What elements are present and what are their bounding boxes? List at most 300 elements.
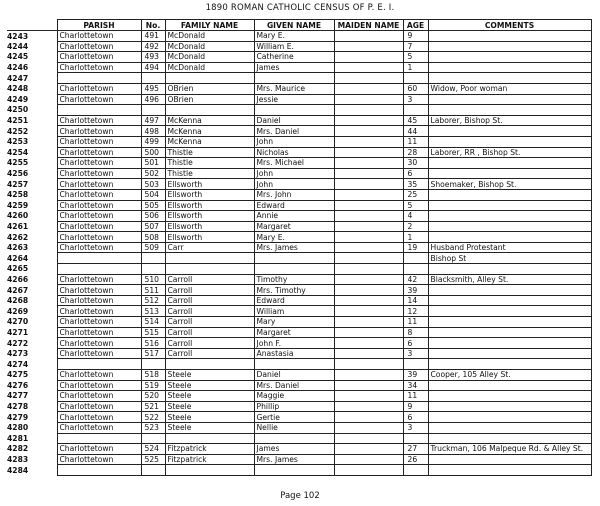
cell-parish <box>57 264 141 275</box>
cell-maiden-name <box>334 168 403 179</box>
cell-entry-number: 493 <box>141 52 165 63</box>
cell-family-name: Ellsworth <box>165 200 254 211</box>
cell-age: 1 <box>403 62 428 73</box>
cell-family-name: Carroll <box>165 306 254 317</box>
table-row <box>7 391 591 402</box>
cell-row-number: 4270 <box>7 317 57 328</box>
cell-maiden-name <box>334 253 403 264</box>
table-row <box>7 317 591 328</box>
table-row <box>7 306 591 317</box>
cell-entry-number: 520 <box>141 391 165 402</box>
cell-parish: Charlottetown <box>57 380 141 391</box>
cell-age: 6 <box>403 338 428 349</box>
table-row <box>7 359 591 370</box>
cell-parish <box>57 73 141 84</box>
cell-maiden-name <box>334 370 403 381</box>
cell-parish <box>57 433 141 444</box>
cell-comments <box>428 158 591 169</box>
cell-age: 11 <box>403 317 428 328</box>
cell-maiden-name <box>334 412 403 423</box>
cell-comments: Husband Protestant <box>428 242 591 253</box>
cell-comments <box>428 221 591 232</box>
cell-row-number: 4262 <box>7 232 57 243</box>
cell-family-name: Ellsworth <box>165 179 254 190</box>
cell-entry-number: 503 <box>141 179 165 190</box>
cell-given-name: Daniel <box>254 115 334 126</box>
cell-age: 28 <box>403 147 428 158</box>
cell-comments <box>428 380 591 391</box>
cell-row-number: 4275 <box>7 370 57 381</box>
cell-row-number: 4279 <box>7 412 57 423</box>
cell-entry-number: 491 <box>141 31 165 42</box>
cell-parish: Charlottetown <box>57 136 141 147</box>
cell-entry-number: 508 <box>141 232 165 243</box>
cell-given-name: Edward <box>254 200 334 211</box>
cell-row-number: 4247 <box>7 73 57 84</box>
cell-row-number: 4281 <box>7 433 57 444</box>
cell-family-name: McDonald <box>165 52 254 63</box>
cell-family-name: McKenna <box>165 126 254 137</box>
cell-comments <box>428 454 591 465</box>
cell-given-name: Phillip <box>254 401 334 412</box>
cell-comments <box>428 327 591 338</box>
cell-parish: Charlottetown <box>57 232 141 243</box>
cell-entry-number <box>141 465 165 476</box>
cell-comments <box>428 348 591 359</box>
cell-parish <box>57 253 141 264</box>
cell-age <box>403 253 428 264</box>
cell-family-name: McKenna <box>165 115 254 126</box>
cell-maiden-name <box>334 380 403 391</box>
cell-family-name: Carroll <box>165 327 254 338</box>
cell-comments <box>428 306 591 317</box>
cell-family-name: Steele <box>165 370 254 381</box>
cell-maiden-name <box>334 200 403 211</box>
cell-given-name: Annie <box>254 211 334 222</box>
cell-maiden-name <box>334 317 403 328</box>
cell-row-number: 4283 <box>7 454 57 465</box>
cell-row-number: 4261 <box>7 221 57 232</box>
cell-given-name <box>254 465 334 476</box>
cell-parish: Charlottetown <box>57 306 141 317</box>
cell-given-name: Mary E. <box>254 232 334 243</box>
cell-age: 26 <box>403 454 428 465</box>
cell-entry-number: 499 <box>141 136 165 147</box>
cell-row-number: 4267 <box>7 285 57 296</box>
table-row <box>7 62 591 73</box>
cell-row-number: 4273 <box>7 348 57 359</box>
cell-entry-number: 521 <box>141 401 165 412</box>
cell-given-name: Mrs. Maurice <box>254 83 334 94</box>
cell-parish: Charlottetown <box>57 115 141 126</box>
cell-comments <box>428 73 591 84</box>
cell-entry-number: 500 <box>141 147 165 158</box>
cell-comments: Laborer, Bishop St. <box>428 115 591 126</box>
cell-comments <box>428 412 591 423</box>
cell-row-number: 4271 <box>7 327 57 338</box>
cell-age: 39 <box>403 285 428 296</box>
table-row <box>7 41 591 52</box>
table-row <box>7 295 591 306</box>
cell-given-name: Margaret <box>254 327 334 338</box>
cell-entry-number: 512 <box>141 295 165 306</box>
cell-entry-number: 522 <box>141 412 165 423</box>
cell-given-name: John F. <box>254 338 334 349</box>
cell-row-number: 4257 <box>7 179 57 190</box>
cell-family-name: Carr <box>165 242 254 253</box>
cell-parish: Charlottetown <box>57 189 141 200</box>
cell-maiden-name <box>334 264 403 275</box>
cell-maiden-name <box>334 179 403 190</box>
table-row <box>7 94 591 105</box>
cell-entry-number <box>141 433 165 444</box>
cell-age: 60 <box>403 83 428 94</box>
cell-entry-number: 525 <box>141 454 165 465</box>
cell-entry-number: 496 <box>141 94 165 105</box>
cell-entry-number: 524 <box>141 444 165 455</box>
cell-parish: Charlottetown <box>57 327 141 338</box>
cell-comments <box>428 105 591 116</box>
cell-row-number: 4284 <box>7 465 57 476</box>
cell-comments <box>428 264 591 275</box>
table-row <box>7 274 591 285</box>
cell-entry-number: 504 <box>141 189 165 200</box>
cell-entry-number: 514 <box>141 317 165 328</box>
cell-family-name: Steele <box>165 380 254 391</box>
cell-entry-number <box>141 359 165 370</box>
cell-family-name: Steele <box>165 422 254 433</box>
census-table <box>7 19 592 476</box>
cell-age: 45 <box>403 115 428 126</box>
cell-row-number: 4268 <box>7 295 57 306</box>
cell-age <box>403 359 428 370</box>
cell-comments: Widow, Poor woman <box>428 83 591 94</box>
cell-age <box>403 105 428 116</box>
cell-maiden-name <box>334 147 403 158</box>
cell-given-name: Nellie <box>254 422 334 433</box>
table-row <box>7 264 591 275</box>
cell-comments <box>428 391 591 402</box>
cell-row-number: 4276 <box>7 380 57 391</box>
cell-row-number: 4258 <box>7 189 57 200</box>
cell-given-name <box>254 73 334 84</box>
cell-entry-number: 509 <box>141 242 165 253</box>
table-row <box>7 189 591 200</box>
cell-family-name <box>165 465 254 476</box>
cell-age: 39 <box>403 370 428 381</box>
cell-family-name: McDonald <box>165 62 254 73</box>
cell-age: 9 <box>403 401 428 412</box>
cell-parish: Charlottetown <box>57 52 141 63</box>
cell-family-name: Thistle <box>165 147 254 158</box>
table-row <box>7 211 591 222</box>
cell-parish: Charlottetown <box>57 370 141 381</box>
cell-entry-number: 516 <box>141 338 165 349</box>
cell-row-number: 4259 <box>7 200 57 211</box>
cell-parish: Charlottetown <box>57 274 141 285</box>
cell-age: 11 <box>403 391 428 402</box>
table-row <box>7 73 591 84</box>
cell-given-name <box>254 359 334 370</box>
cell-entry-number: 515 <box>141 327 165 338</box>
cell-comments <box>428 62 591 73</box>
cell-given-name: Mrs. Daniel <box>254 126 334 137</box>
cell-parish: Charlottetown <box>57 179 141 190</box>
cell-maiden-name <box>334 295 403 306</box>
col-header-family-name: FAMILY NAME <box>165 20 254 31</box>
cell-entry-number: 518 <box>141 370 165 381</box>
cell-given-name <box>254 264 334 275</box>
cell-given-name: Timothy <box>254 274 334 285</box>
cell-maiden-name <box>334 94 403 105</box>
cell-row-number: 4253 <box>7 136 57 147</box>
cell-row-number: 4248 <box>7 83 57 94</box>
cell-maiden-name <box>334 338 403 349</box>
cell-age <box>403 264 428 275</box>
table-row <box>7 401 591 412</box>
cell-row-number: 4251 <box>7 115 57 126</box>
cell-given-name: William <box>254 306 334 317</box>
table-row <box>7 200 591 211</box>
cell-row-number: 4245 <box>7 52 57 63</box>
cell-parish: Charlottetown <box>57 401 141 412</box>
cell-parish: Charlottetown <box>57 94 141 105</box>
cell-age <box>403 73 428 84</box>
cell-given-name: James <box>254 62 334 73</box>
cell-parish: Charlottetown <box>57 147 141 158</box>
cell-given-name: Mrs. John <box>254 189 334 200</box>
cell-comments <box>428 338 591 349</box>
cell-maiden-name <box>334 31 403 42</box>
table-row <box>7 370 591 381</box>
cell-age: 9 <box>403 31 428 42</box>
cell-comments <box>428 189 591 200</box>
table-row <box>7 105 591 116</box>
cell-age: 44 <box>403 126 428 137</box>
cell-age: 35 <box>403 179 428 190</box>
cell-maiden-name <box>334 327 403 338</box>
cell-row-number: 4277 <box>7 391 57 402</box>
table-row <box>7 242 591 253</box>
cell-given-name: Daniel <box>254 370 334 381</box>
cell-given-name: John <box>254 179 334 190</box>
cell-age <box>403 465 428 476</box>
cell-age: 6 <box>403 168 428 179</box>
cell-comments <box>428 52 591 63</box>
cell-maiden-name <box>334 221 403 232</box>
cell-given-name: Margaret <box>254 221 334 232</box>
cell-age: 7 <box>403 41 428 52</box>
cell-comments <box>428 401 591 412</box>
cell-maiden-name <box>334 465 403 476</box>
table-row <box>7 285 591 296</box>
cell-parish: Charlottetown <box>57 211 141 222</box>
cell-parish: Charlottetown <box>57 221 141 232</box>
cell-age: 19 <box>403 242 428 253</box>
cell-parish: Charlottetown <box>57 391 141 402</box>
cell-maiden-name <box>334 189 403 200</box>
cell-given-name: John <box>254 168 334 179</box>
cell-entry-number: 507 <box>141 221 165 232</box>
cell-row-number: 4255 <box>7 158 57 169</box>
table-row <box>7 433 591 444</box>
cell-family-name: Carroll <box>165 338 254 349</box>
cell-age: 3 <box>403 94 428 105</box>
cell-comments: Shoemaker, Bishop St. <box>428 179 591 190</box>
cell-parish: Charlottetown <box>57 285 141 296</box>
cell-family-name: Ellsworth <box>165 221 254 232</box>
cell-entry-number: 492 <box>141 41 165 52</box>
cell-age <box>403 433 428 444</box>
cell-given-name: John <box>254 136 334 147</box>
cell-family-name <box>165 264 254 275</box>
cell-given-name: James <box>254 444 334 455</box>
cell-comments: Blacksmith, Alley St. <box>428 274 591 285</box>
cell-comments <box>428 136 591 147</box>
cell-comments <box>428 94 591 105</box>
page-number: Page 102 <box>280 491 320 501</box>
cell-family-name <box>165 253 254 264</box>
cell-parish: Charlottetown <box>57 158 141 169</box>
table-row <box>7 465 591 476</box>
cell-age: 2 <box>403 221 428 232</box>
cell-age: 34 <box>403 380 428 391</box>
cell-given-name: Mary <box>254 317 334 328</box>
table-row <box>7 179 591 190</box>
cell-row-number: 4265 <box>7 264 57 275</box>
cell-row-number: 4263 <box>7 242 57 253</box>
table-row <box>7 52 591 63</box>
col-header-maiden-name: MAIDEN NAME <box>334 20 403 31</box>
cell-row-number: 4278 <box>7 401 57 412</box>
table-row <box>7 380 591 391</box>
cell-row-number: 4244 <box>7 41 57 52</box>
cell-comments <box>428 200 591 211</box>
cell-maiden-name <box>334 391 403 402</box>
cell-family-name <box>165 73 254 84</box>
cell-row-number: 4266 <box>7 274 57 285</box>
cell-given-name: Mrs. Michael <box>254 158 334 169</box>
cell-comments: Laborer, RR , Bishop St. <box>428 147 591 158</box>
cell-age: 12 <box>403 306 428 317</box>
cell-age: 11 <box>403 136 428 147</box>
cell-entry-number: 497 <box>141 115 165 126</box>
cell-comments <box>428 359 591 370</box>
cell-parish: Charlottetown <box>57 83 141 94</box>
cell-given-name: Mary E. <box>254 31 334 42</box>
document-title: 1890 ROMAN CATHOLIC CENSUS OF P. E. I. <box>205 3 395 13</box>
cell-entry-number: 495 <box>141 83 165 94</box>
cell-family-name: Fitzpatrick <box>165 454 254 465</box>
cell-entry-number: 505 <box>141 200 165 211</box>
cell-parish: Charlottetown <box>57 168 141 179</box>
cell-age: 6 <box>403 412 428 423</box>
table-row <box>7 31 591 42</box>
cell-entry-number: 513 <box>141 306 165 317</box>
cell-parish: Charlottetown <box>57 41 141 52</box>
cell-maiden-name <box>334 158 403 169</box>
cell-row-number: 4250 <box>7 105 57 116</box>
cell-row-number: 4280 <box>7 422 57 433</box>
cell-family-name: McKenna <box>165 136 254 147</box>
cell-entry-number: 511 <box>141 285 165 296</box>
cell-given-name: Edward <box>254 295 334 306</box>
table-row <box>7 136 591 147</box>
cell-age: 4 <box>403 211 428 222</box>
cell-parish: Charlottetown <box>57 422 141 433</box>
table-row <box>7 158 591 169</box>
cell-family-name: Steele <box>165 391 254 402</box>
table-row <box>7 221 591 232</box>
cell-row-number: 4260 <box>7 211 57 222</box>
cell-maiden-name <box>334 306 403 317</box>
cell-family-name: OBrien <box>165 94 254 105</box>
cell-parish: Charlottetown <box>57 338 141 349</box>
cell-comments <box>428 465 591 476</box>
table-row <box>7 126 591 137</box>
cell-row-number: 4256 <box>7 168 57 179</box>
cell-age: 3 <box>403 348 428 359</box>
cell-given-name: Gertie <box>254 412 334 423</box>
cell-maiden-name <box>334 285 403 296</box>
col-header-comments: COMMENTS <box>428 20 591 31</box>
cell-family-name: Steele <box>165 412 254 423</box>
cell-row-number: 4252 <box>7 126 57 137</box>
table-row <box>7 338 591 349</box>
cell-parish <box>57 465 141 476</box>
cell-age: 27 <box>403 444 428 455</box>
cell-parish: Charlottetown <box>57 31 141 42</box>
cell-age: 5 <box>403 52 428 63</box>
cell-given-name <box>254 253 334 264</box>
cell-comments <box>428 422 591 433</box>
table-row <box>7 115 591 126</box>
table-row <box>7 454 591 465</box>
cell-comments: Cooper, 105 Alley St. <box>428 370 591 381</box>
cell-entry-number <box>141 73 165 84</box>
cell-entry-number <box>141 253 165 264</box>
cell-maiden-name <box>334 242 403 253</box>
col-header-number: No. <box>141 20 165 31</box>
cell-given-name: Mrs. James <box>254 242 334 253</box>
cell-maiden-name <box>334 211 403 222</box>
cell-maiden-name <box>334 232 403 243</box>
cell-maiden-name <box>334 115 403 126</box>
cell-parish: Charlottetown <box>57 242 141 253</box>
cell-maiden-name <box>334 454 403 465</box>
cell-parish: Charlottetown <box>57 444 141 455</box>
cell-given-name: Maggie <box>254 391 334 402</box>
cell-family-name: Steele <box>165 401 254 412</box>
table-row <box>7 168 591 179</box>
cell-age: 8 <box>403 327 428 338</box>
cell-entry-number <box>141 105 165 116</box>
cell-maiden-name <box>334 83 403 94</box>
cell-entry-number: 494 <box>141 62 165 73</box>
cell-comments <box>428 433 591 444</box>
cell-entry-number: 506 <box>141 211 165 222</box>
cell-family-name <box>165 359 254 370</box>
cell-comments <box>428 295 591 306</box>
cell-maiden-name <box>334 422 403 433</box>
table-row <box>7 232 591 243</box>
cell-maiden-name <box>334 444 403 455</box>
cell-family-name: Thistle <box>165 158 254 169</box>
cell-family-name <box>165 433 254 444</box>
cell-maiden-name <box>334 433 403 444</box>
cell-maiden-name <box>334 126 403 137</box>
cell-age: 5 <box>403 200 428 211</box>
